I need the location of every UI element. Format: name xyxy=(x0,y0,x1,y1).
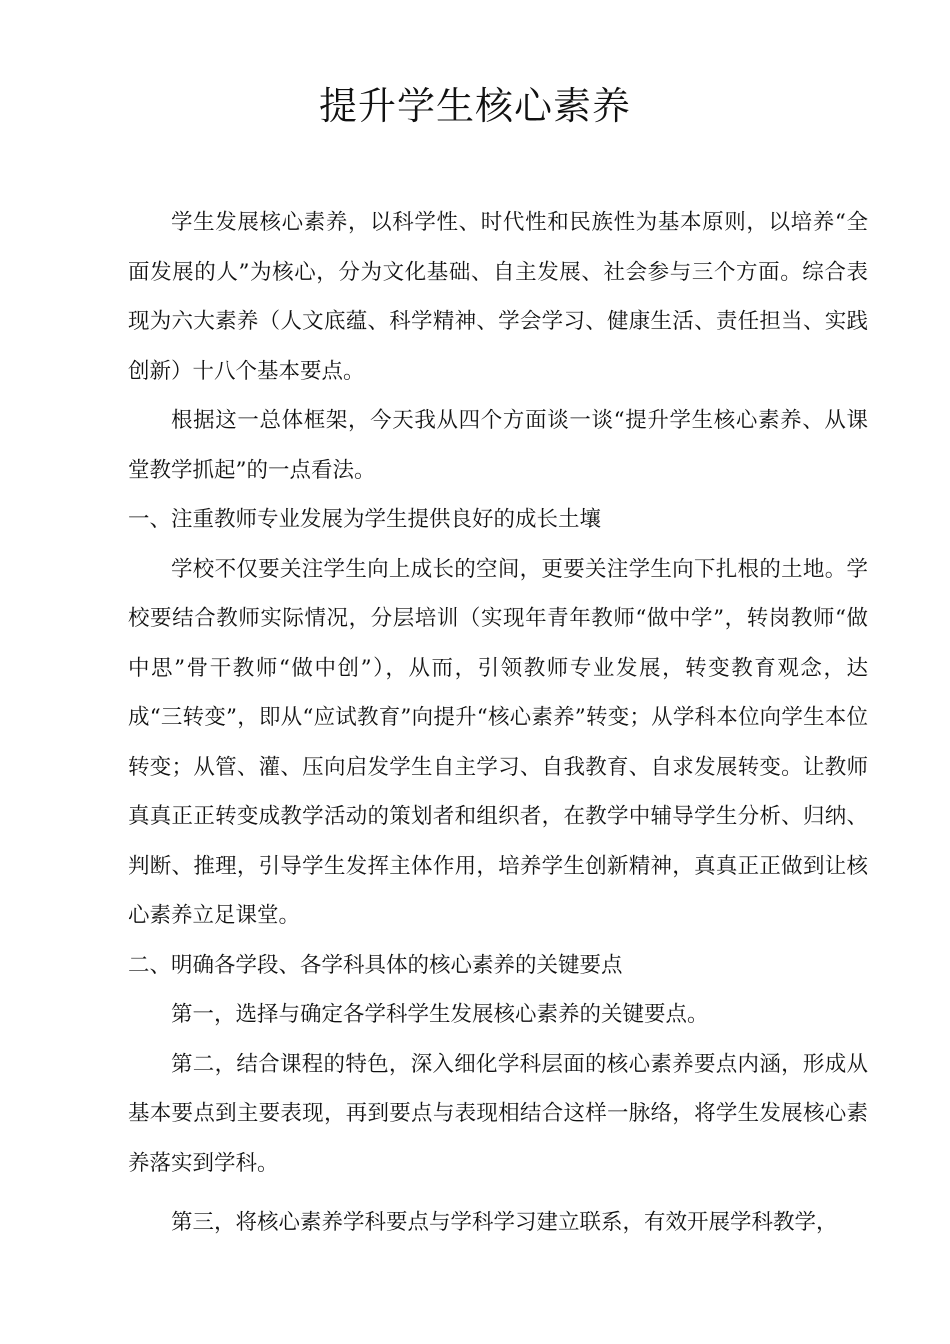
paragraph-first: 第一，选择与确定各学科学生发展核心素养的关键要点。 xyxy=(171,1002,709,1027)
section-heading-2: 二、明确各学段、各学科具体的核心素养的关键要点 xyxy=(128,952,623,978)
paragraph-framework: 根据这一总体框架，今天我从四个方面谈一谈“提升学生核心素养、从课堂教学抓起”的一点看法。 xyxy=(128,408,868,483)
paragraph-third: 第三，将核心素养学科要点与学科学习建立联系，有效开展学科教学， xyxy=(171,1210,838,1235)
paragraph-intro: 学生发展核心素养，以科学性、时代性和民族性为基本原则，以培养“全面发展的人”为核心，分为文化基础、自主发展、社会参与三个方面。综合表现为六大素养（人文底蕴、科学精神、学会学习、健康生活、责任担当、实践创新）十八个基本要点。 xyxy=(128,210,868,384)
section-heading-1: 一、注重教师专业发展为学生提供良好的成长土壤 xyxy=(128,507,602,532)
document-body xyxy=(128,198,868,1248)
paragraph-teacher-development: 学校不仅要关注学生向上成长的空间，更要关注学生向下扎根的土地。学校要结合教师实际情况，分层培训（实现年青年教师“做中学”，转岗教师“做中思”骨干教师“做中创”），从而，引领教师专业发展，转变教育观念，达成“三转变”，即从“应试教育”向提升“核心素养”转变；从学科本位向学生本位转变；从管、灌、压向启发学生自主学习、自我教育、自求发展转变。让教师真真正正转变成教学活动的策划者和组织者，在教学中辅导学生分析、归纳、判断、推理，引导学生发挥主体作用，培养学生创新精神，真真正正做到让核心素养立足课堂。 xyxy=(128,556,868,928)
document-title: 提升学生核心素养 xyxy=(318,84,631,128)
paragraph-second: 第二，结合课程的特色，深入细化学科层面的核心素养要点内涵，形成从基本要点到主要表现，再到要点与表现相结合这样一脉络，将学生发展核心素养落实到学科。 xyxy=(128,1051,868,1176)
